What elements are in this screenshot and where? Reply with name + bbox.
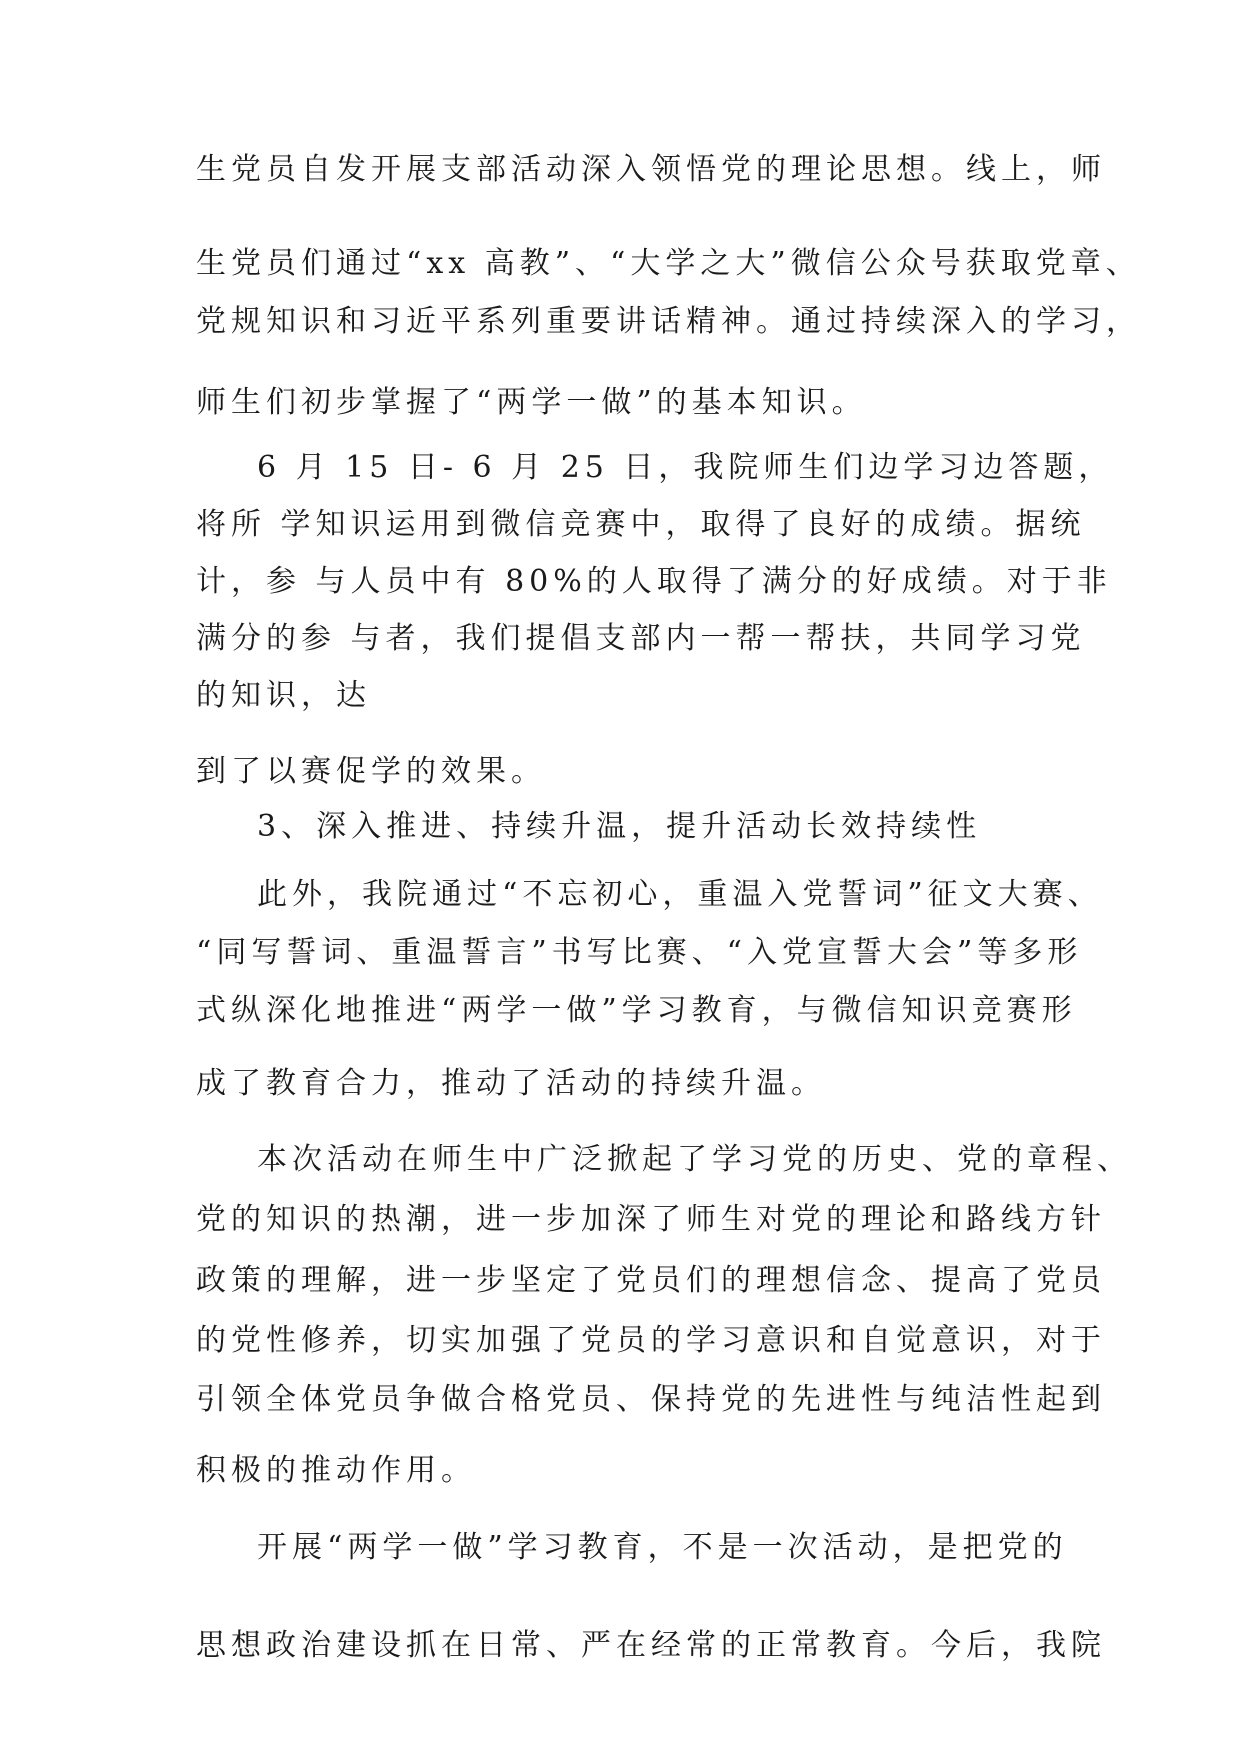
- text-line: 式纵深化地推进“两学一做”学习教育，与微信知识竞赛形: [196, 993, 1077, 1028]
- text-line: 本次活动在师生中广泛掀起了学习党的历史、党的章程、: [257, 1142, 1132, 1177]
- text-line: 此外，我院通过“不忘初心，重温入党誓词”征文大赛、: [257, 877, 1103, 912]
- text-line: 6 月 15 日- 6 月 25 日，我院师生们边学习边答题，: [257, 450, 1114, 485]
- text-line: 计，参 与人员中有 80%的人取得了满分的好成绩。对于非: [196, 564, 1112, 599]
- text-line: 开展“两学一做”学习教育，不是一次活动，是把党的: [257, 1530, 1068, 1565]
- text-line: 满分的参 与者，我们提倡支部内一帮一帮扶，共同学习党: [196, 621, 1086, 656]
- text-line: 引领全体党员争做合格党员、保持党的先进性与纯洁性起到: [196, 1382, 1106, 1417]
- text-line: 到了以赛促学的效果。: [196, 754, 546, 789]
- text-line: 党规知识和习近平系列重要讲话精神。通过持续深入的学习，: [196, 304, 1141, 339]
- text-line: 政策的理解，进一步坚定了党员们的理想信念、提高了党员: [196, 1263, 1106, 1298]
- text-line: 师生们初步掌握了“两学一做”的基本知识。: [196, 385, 867, 420]
- text-line: 生党员们通过“xx 高教”、“大学之大”微信公众号获取党章、: [196, 246, 1141, 281]
- text-line: 将所 学知识运用到微信竞赛中，取得了良好的成绩。据统: [196, 507, 1086, 542]
- text-line: 生党员自发开展支部活动深入领悟党的理论思想。线上，师: [196, 152, 1106, 187]
- text-line: 的党性修养，切实加强了党员的学习意识和自觉意识，对于: [196, 1323, 1106, 1358]
- text-line: 思想政治建设抓在日常、严在经常的正常教育。今后，我院: [196, 1628, 1106, 1663]
- text-line: 成了教育合力，推动了活动的持续升温。: [196, 1066, 826, 1101]
- text-line: 积极的推动作用。: [196, 1453, 476, 1488]
- text-line: 的知识，达: [196, 678, 371, 713]
- text-line: 党的知识的热潮，进一步加深了师生对党的理论和路线方针: [196, 1202, 1106, 1237]
- text-line: “同写誓词、重温誓言”书写比赛、“入党宣誓大会”等多形: [196, 935, 1083, 970]
- section-heading: 3、深入推进、持续升温，提升活动长效持续性: [257, 809, 982, 844]
